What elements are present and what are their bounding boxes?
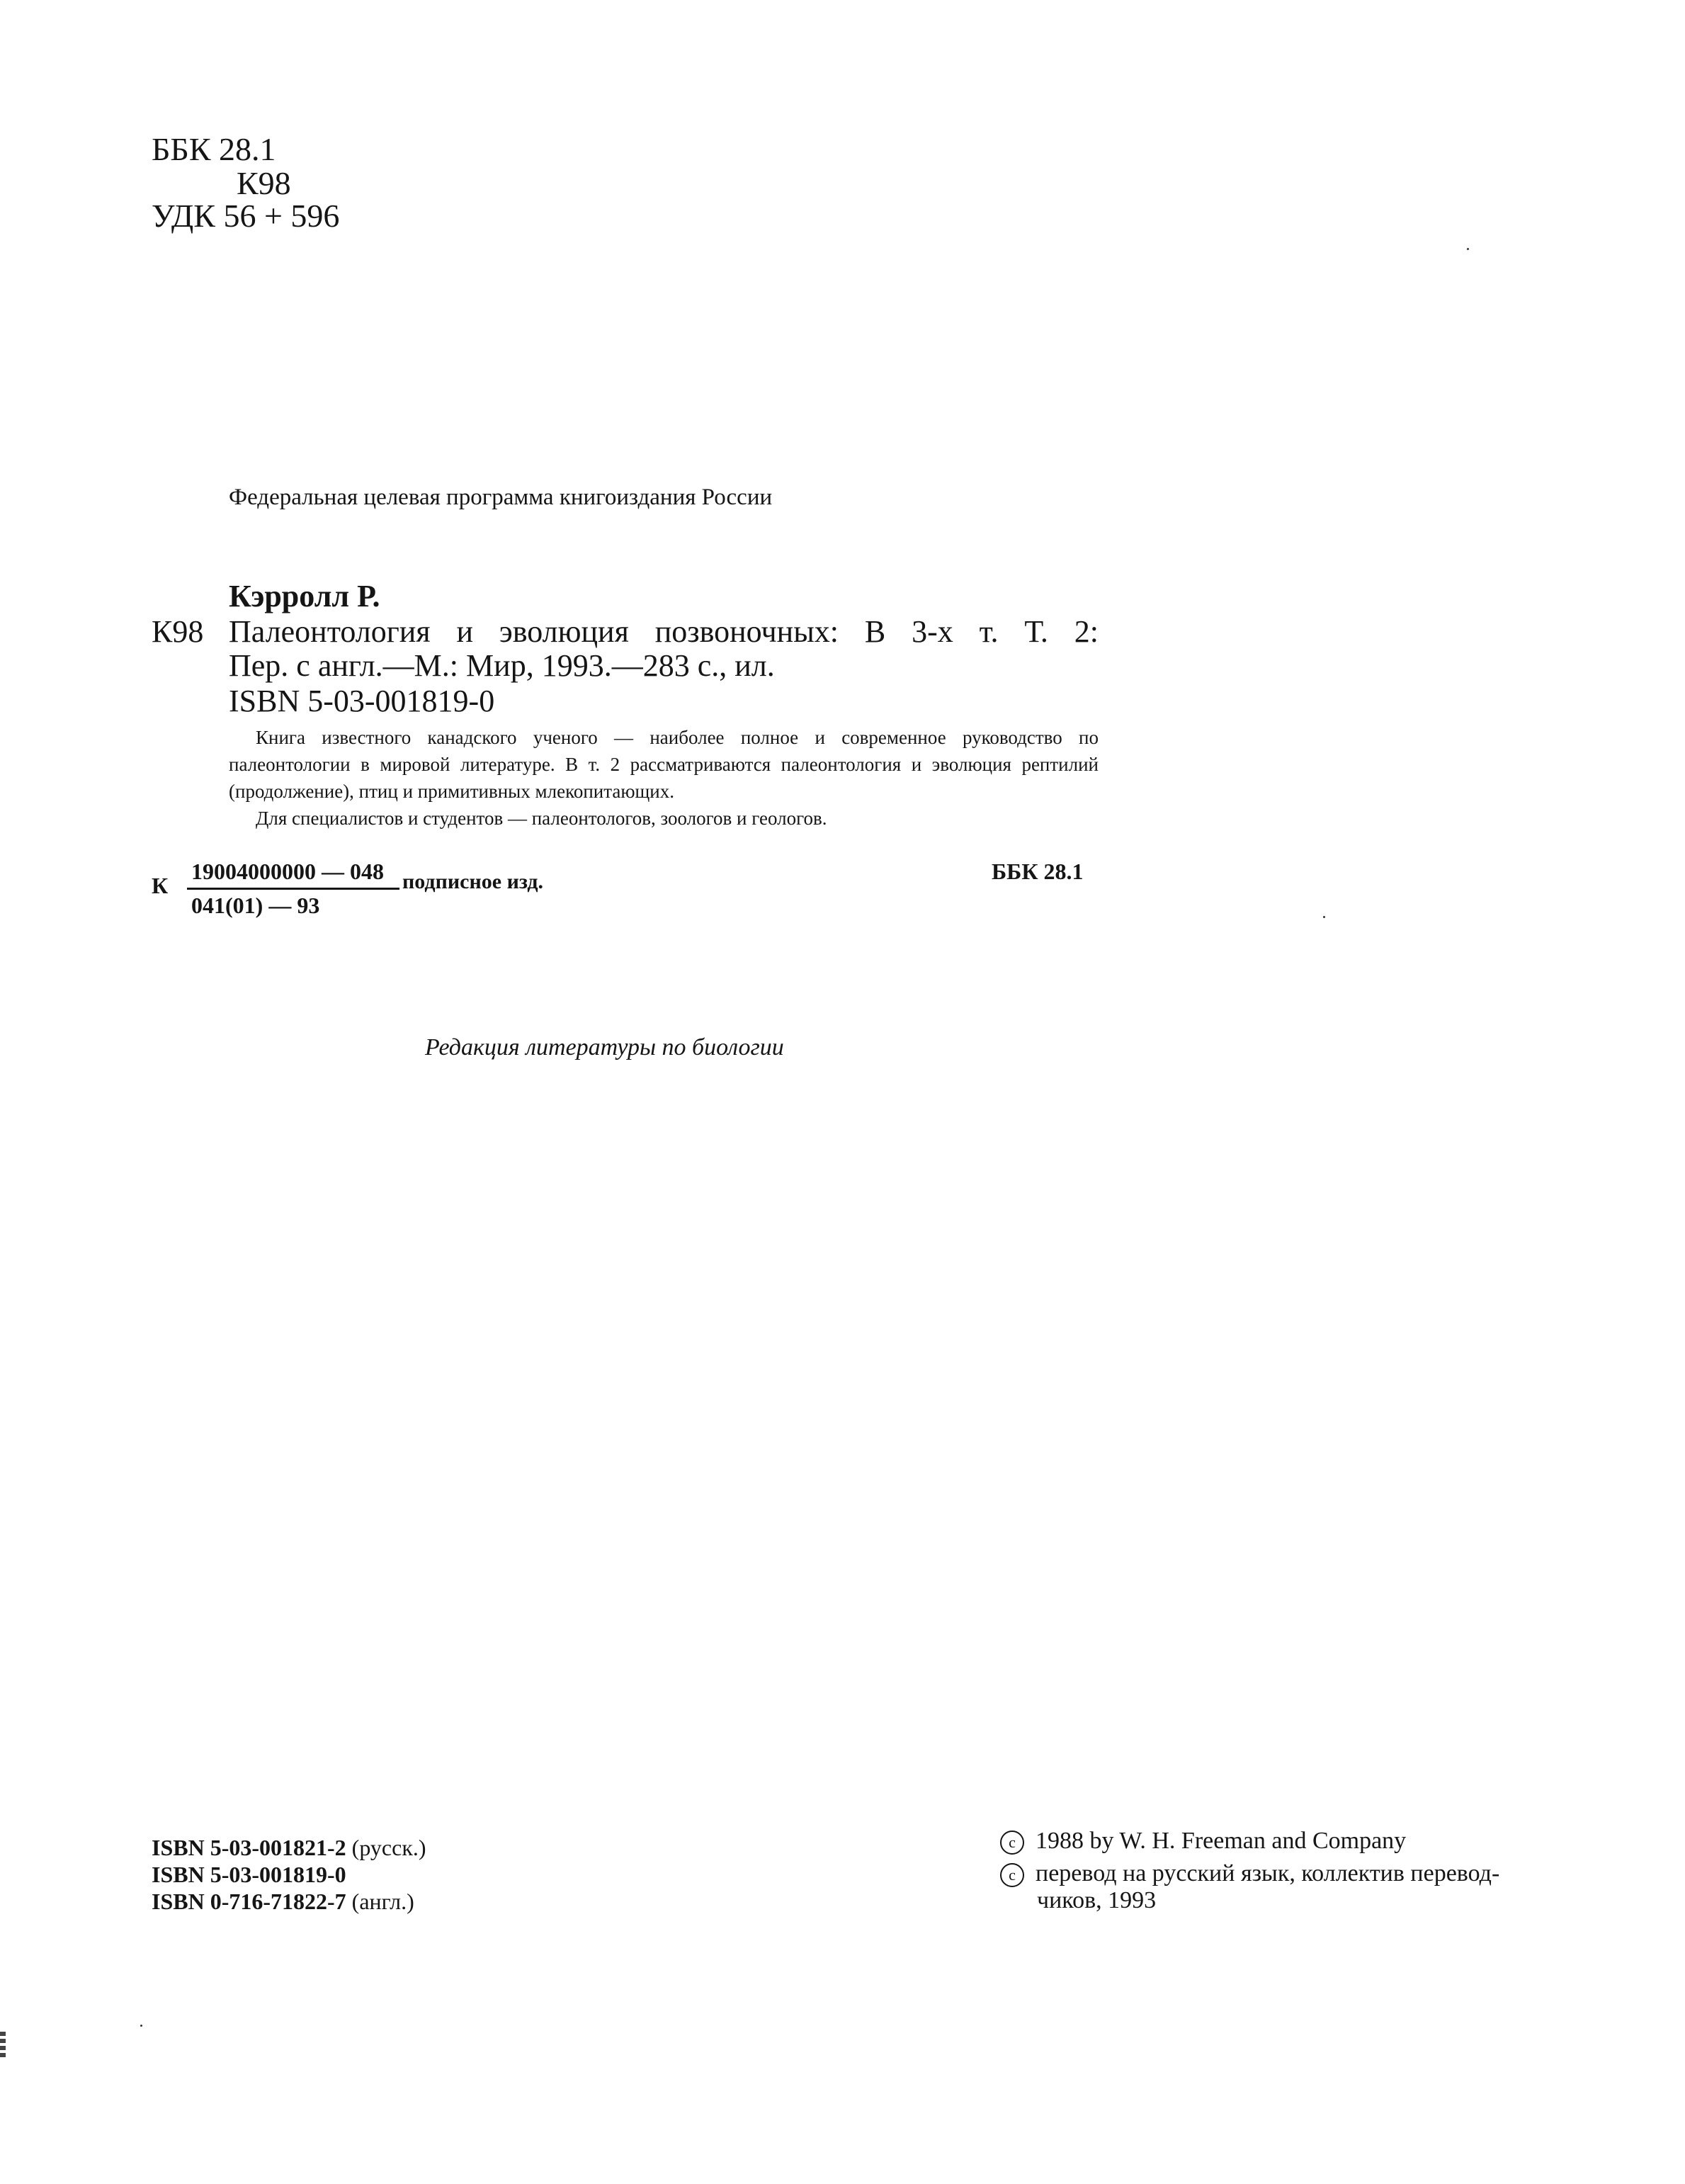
copyright-translation [1000, 1860, 1499, 1887]
subscription-note: подписное изд. [402, 870, 544, 893]
annotation [229, 724, 1099, 832]
isbn-number: 0-716-71822-7 [210, 1889, 346, 1914]
copyright-original [1000, 1828, 1406, 1855]
udk-classification: УДК 56 + 596 [152, 198, 340, 234]
bbk-classification: ББК 28.1 [152, 131, 276, 167]
isbn-note: (англ.) [351, 1889, 414, 1914]
annotation-paragraph: Для специалистов и студентов — палеонтологов, зоологов и геологов. [256, 808, 827, 829]
isbn-entry [152, 1835, 426, 1861]
isbn-number: 5-03-001819-0 [210, 1862, 346, 1887]
isbn-label: ISBN [152, 1835, 205, 1860]
copyright-text: перевод на русский язык, коллектив перевод- [1036, 1860, 1500, 1886]
catalog-isbn: ISBN 5-03-001819-0 [229, 684, 495, 718]
annotation-paragraph: Книга известного канадского ученого — наиболее полное и современное руководство по палеонтологии в мировой литературе. В т. 2 рассматриваются палеонтология и эволюция рептилий (продолжение), птиц и примитивных млекопитающих. [229, 727, 1099, 802]
fraction-denominator: 041(01) — 93 [191, 893, 320, 918]
isbn-number: 5-03-001821-2 [210, 1835, 346, 1860]
copyright-icon: c [1000, 1863, 1024, 1887]
author-mark: К98 [237, 165, 291, 201]
isbn-entry [152, 1862, 346, 1888]
scan-speck [1323, 916, 1325, 918]
copyright-translation-continued: чиков, 1993 [1037, 1887, 1157, 1913]
publication-line: Пер. с англ.—М.: Мир, 1993.—283 с., ил. [229, 648, 775, 683]
fraction-numerator: 19004000000 — 048 [191, 859, 384, 884]
scan-speck [140, 2025, 142, 2027]
scan-speck [1467, 248, 1469, 250]
catalog-author-code: К98 [152, 614, 204, 649]
author-name: Кэрролл Р. [229, 579, 380, 613]
program-line: Федеральная целевая программа книгоиздания России [229, 485, 773, 510]
isbn-note: (русск.) [351, 1835, 426, 1860]
copyright-icon: c [1000, 1831, 1024, 1855]
isbn-label: ISBN [152, 1889, 205, 1914]
isbn-label: ISBN [152, 1862, 205, 1887]
isbn-entry [152, 1889, 414, 1915]
catalog-code-fraction [187, 859, 399, 919]
copyright-text: 1988 by W. H. Freeman and Company [1036, 1828, 1407, 1854]
scan-edge-mark [0, 2032, 6, 2060]
bbk-code-right: ББК 28.1 [992, 859, 1084, 884]
catalog-code-letter: К [152, 873, 169, 898]
editorial-department: Редакция литературы по биологии [425, 1034, 784, 1060]
book-title-line: Палеонтология и эволюция позвоночных: В 3-х т. Т. 2: [229, 614, 1099, 649]
